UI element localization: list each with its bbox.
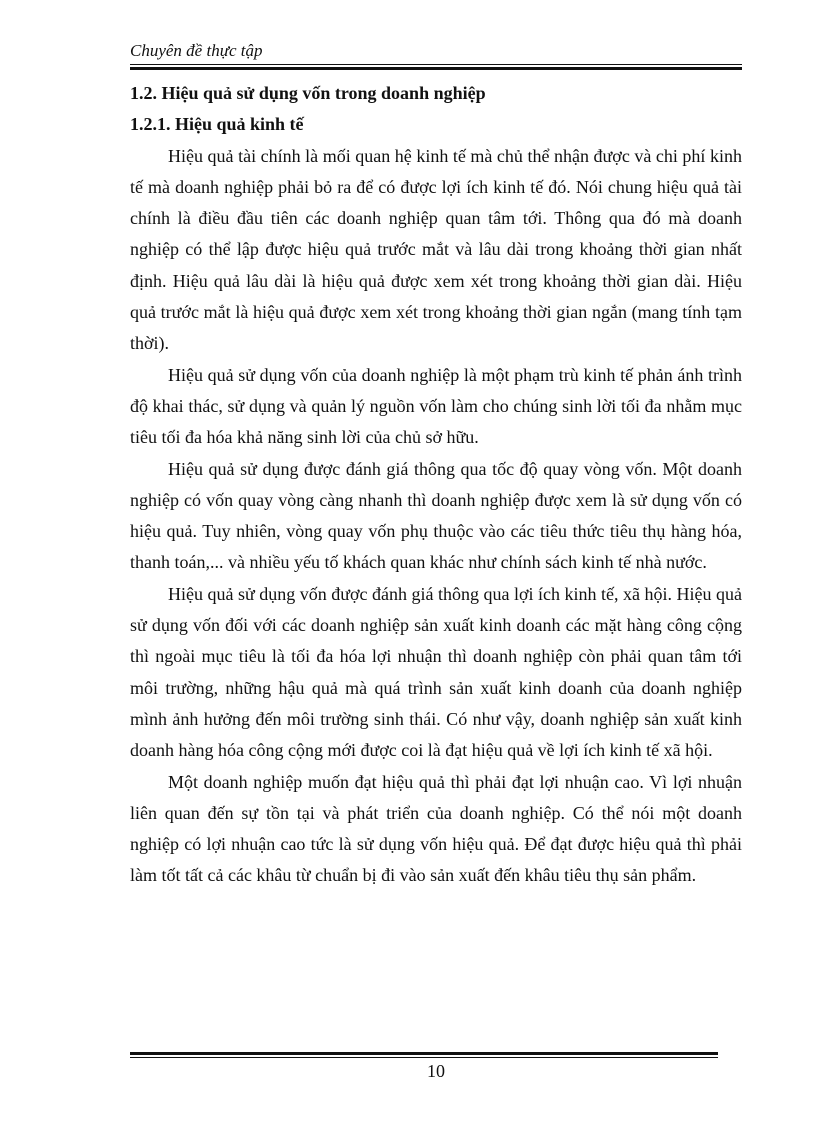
section-heading: 1.2. Hiệu quả sử dụng vốn trong doanh nghiệp — [130, 83, 486, 103]
paragraph: Một doanh nghiệp muốn đạt hiệu quả thì phải đạt lợi nhuận cao. Vì lợi nhuận liên quan đến sự tồn tại và phát triển của doanh nghiệp. Có thể nói một doanh nghiệp có lợi nhuận cao tức là sử dụng vốn hiệu quả. Để đạt được hiệu quả thì phải làm tốt tất cả các khâu từ chuẩn bị đi vào sản xuất đến khâu tiêu thụ sản phẩm. — [130, 771, 742, 886]
subsection-heading: 1.2.1. Hiệu quả kinh tế — [130, 114, 304, 135]
paragraph: Hiệu quả sử dụng được đánh giá thông qua tốc độ quay vòng vốn. Một doanh nghiệp có vốn quay vòng càng nhanh thì doanh nghiệp được xem là sử dụng vốn có hiệu quả. Tuy nhiên, vòng quay vốn phụ thuộc vào các tiêu thức tiêu thụ hàng hóa, thanh toán,... và nhiều yếu tố khách quan khác như chính sách kinh tế nhà nước. — [130, 458, 742, 573]
paragraph: Hiệu quả tài chính là mối quan hệ kinh tế mà chủ thể nhận được và chi phí kinh tế mà doanh nghiệp phải bỏ ra để có được lợi ích kinh tế đó. Nói chung hiệu quả tài chính là điều đầu tiên các doanh nghiệp quan tâm tới. Thông qua đó mà doanh nghiệp có thể lập được hiệu quả trước mắt và lâu dài trong khoảng thời gian nhất định. Hiệu quả lâu dài là hiệu quả được xem xét trong khoảng thời gian dài. Hiệu quả trước mắt là hiệu quả được xem xét trong khoảng thời gian ngắn (mang tính tạm thời). — [130, 145, 742, 354]
footer-rule-thick — [130, 1052, 718, 1055]
header-rule-thick — [130, 67, 742, 70]
footer-rule-thin — [130, 1057, 718, 1058]
document-body — [130, 78, 742, 892]
paragraph: Hiệu quả sử dụng vốn của doanh nghiệp là một phạm trù kinh tế phản ánh trình độ khai thác, sử dụng và quản lý nguồn vốn làm cho chúng sinh lời tối đa nhằm mục tiêu tối đa hóa khả năng sinh lời của chủ sở hữu. — [130, 364, 742, 448]
page-number: 10 — [427, 1061, 445, 1081]
header-title: Chuyên đề thực tập — [130, 41, 263, 60]
header-rule-thin — [130, 64, 742, 65]
page-header — [130, 40, 742, 62]
paragraph: Hiệu quả sử dụng vốn được đánh giá thông qua lợi ích kinh tế, xã hội. Hiệu quả sử dụng vốn đối với các doanh nghiệp sản xuất kinh doanh các mặt hàng công cộng thì ngoài mục tiêu là tối đa hóa lợi nhuận thì doanh nghiệp còn phải quan tâm tới môi trường, những hậu quả mà quá trình sản xuất kinh doanh của doanh nghiệp mình ảnh hưởng đến môi trường sinh thái. Có như vậy, doanh nghiệp sản xuất kinh doanh hàng hóa công cộng mới được coi là đạt hiệu quả về lợi ích kinh tế xã hội. — [130, 583, 742, 761]
